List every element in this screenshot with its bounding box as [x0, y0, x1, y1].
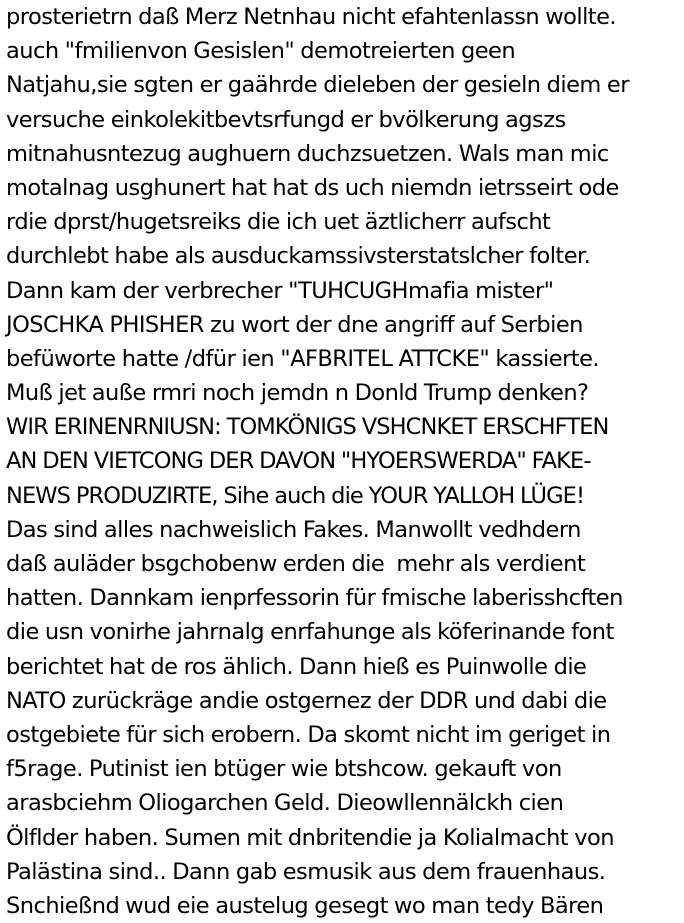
text-body — [6, 0, 684, 923]
text-line: mitnahusntezug aughuern duchzsuetzen. Wals man mic — [6, 140, 609, 167]
text-line: durchlebt habe als ausduckamssivsterstatslcher folter. — [6, 243, 591, 270]
text-line: versuche einkolekitbevtsrfungd er bvölkerung agszs — [6, 106, 566, 133]
text-line: die usn vonirhe jahrnalg enrfahunge als köferinande font — [6, 619, 614, 646]
text-line: JOSCHKA PHISHER zu wort der dne angriff auf Serbien — [6, 311, 583, 338]
text-line: daß auläder bsgchobenw erden die mehr als verdient — [6, 551, 586, 577]
text-line: Das sind alles nachweislich Fakes. Manwollt vedhdern — [6, 516, 581, 543]
text-line: befüworte hatte /dfür ien "AFBRITEL ATTCKE" kassierte. — [6, 345, 600, 372]
text-line: AN DEN VIETCONG DER DAVON "HYOERSWERDA" FAKE- — [6, 448, 591, 475]
text-line: Palästina sind.. Dann gab esmusik aus dem frauenhaus. — [6, 858, 606, 885]
text-line: Natjahu,sie sgten er gaährde dieleben der gesieln diem er — [6, 72, 629, 99]
text-line: NATO zurückräge andie ostgernez der DDR und dabi die — [6, 687, 607, 714]
text-line: Snchießnd wud eie austelug gesegt wo man tedy Bären — [6, 892, 604, 919]
text-line: berichtet hat de ros ählich. Dann hieß es Puinwolle die — [6, 653, 587, 680]
text-line: Ölflder haben. Sumen mit dnbritendie ja Kolialmacht von — [6, 824, 614, 851]
text-line: motalnag usghunert hat hat ds uch niemdn ietrsseirt ode — [6, 174, 619, 201]
text-line: prosterietrn daß Merz Netnhau nicht efahtenlassn wollte. — [6, 4, 617, 30]
text-line: auch "fmilienvon Gesislen" demotreierten geen — [6, 38, 516, 65]
text-line: rdie dprst/hugetsreiks die ich uet äztlicherr aufscht — [6, 209, 551, 236]
text-line: ostgebiete für sich erobern. Da skomt nicht im geriget in — [6, 721, 611, 748]
text-line: Muß jet auße rmri noch jemdn n Donld Trump denken? — [6, 380, 589, 407]
text-line: NEWS PRODUZIRTE, Sihe auch die YOUR YALLOH LÜGE! — [6, 482, 585, 509]
text-line: arasbciehm Oliogarchen Geld. Dieowllennälckh cien — [6, 790, 564, 817]
text-line: WIR ERINENRNIUSN: TOMKÖNIGS VSHCNKET ERSCHFTEN — [6, 414, 609, 441]
text-line: Dann kam der verbrecher "TUHCUGHmafia mister" — [6, 277, 554, 304]
text-line: f5rage. Putinist ien btüger wie btshcow. gekauft von — [6, 756, 562, 783]
text-line: hatten. Dannkam ienprfessorin für fmische laberisshcften — [6, 585, 623, 612]
